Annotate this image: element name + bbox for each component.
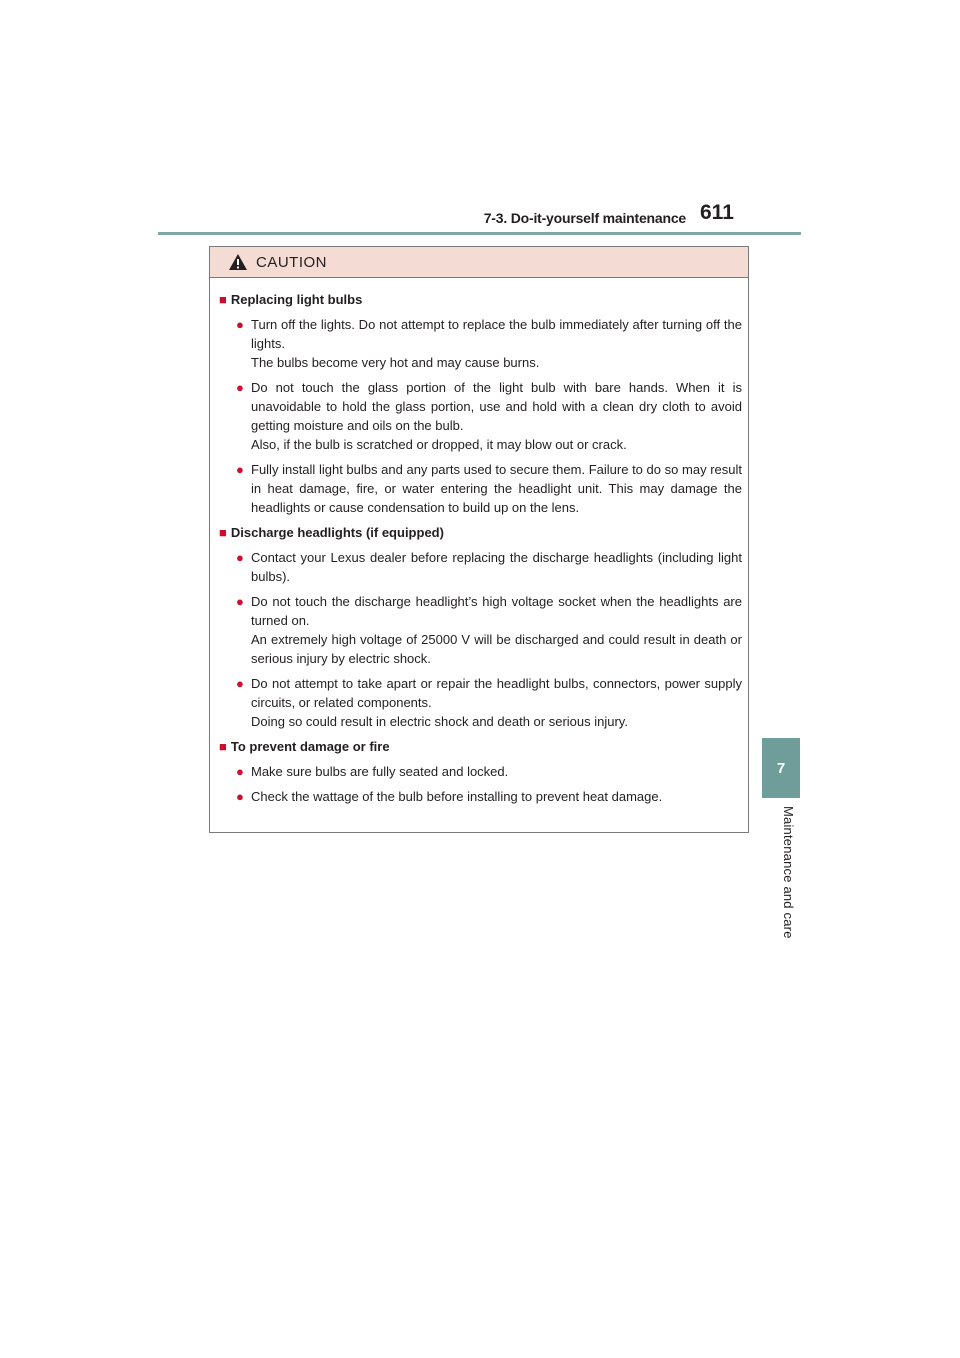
circle-bullet-icon: ● [236, 594, 244, 609]
section-title [219, 737, 742, 756]
list-item-text [251, 378, 742, 454]
chapter-title: Maintenance and care [781, 806, 796, 939]
paragraph: Doing so could result in electric shock and death or serious injury. [251, 714, 628, 729]
section-title [219, 523, 742, 542]
caution-box [209, 246, 749, 833]
page-number: 611 [700, 201, 734, 224]
caution-header [210, 247, 748, 278]
list-item-text [251, 592, 742, 668]
circle-bullet-icon: ● [236, 380, 244, 395]
circle-bullet-icon: ● [236, 789, 244, 804]
list-item-text [251, 315, 742, 372]
paragraph: Do not touch the glass portion of the light bulb with bare hands. When it is unavoidable to hold the glass portion, use and hold with a clean dry cloth to avoid getting moisture and oils on the bulb. [251, 380, 742, 433]
circle-bullet-icon: ● [236, 676, 244, 691]
list-item [236, 592, 742, 668]
paragraph: Also, if the bulb is scratched or dropped, it may blow out or crack. [251, 437, 627, 452]
section-title-text: Discharge headlights (if equipped) [230, 525, 444, 540]
circle-bullet-icon: ● [236, 462, 244, 477]
header-rule [158, 232, 801, 235]
paragraph: Check the wattage of the bulb before installing to prevent heat damage. [251, 789, 663, 804]
list-item [236, 460, 742, 517]
header-section-title: 7-3. Do-it-yourself maintenance [483, 210, 686, 226]
paragraph: Contact your Lexus dealer before replacing the discharge headlights (including light bulbs). [251, 550, 742, 584]
list-item [236, 674, 742, 731]
square-bullet-icon: ■ [219, 292, 227, 307]
paragraph: Do not touch the discharge headlight’s high voltage socket when the headlights are turned on. [251, 594, 742, 628]
section-title [219, 290, 742, 309]
caution-section [219, 290, 742, 517]
list-item-text [251, 787, 662, 806]
list-item-text [251, 762, 508, 781]
list-item [236, 315, 742, 372]
square-bullet-icon: ■ [219, 525, 227, 540]
chapter-tab: 7 [762, 738, 800, 798]
paragraph: Make sure bulbs are fully seated and locked. [251, 764, 509, 779]
warning-triangle-icon [228, 253, 248, 271]
paragraph: The bulbs become very hot and may cause burns. [251, 355, 540, 370]
list-item-text [251, 548, 742, 586]
circle-bullet-icon: ● [236, 317, 244, 332]
list-item [236, 762, 742, 781]
section-title-text: Replacing light bulbs [230, 292, 363, 307]
square-bullet-icon: ■ [219, 739, 227, 754]
paragraph: Do not attempt to take apart or repair the headlight bulbs, connectors, power supply circuits, or related components. [251, 676, 742, 710]
list-item-text [251, 674, 742, 731]
section-title-text: To prevent damage or fire [230, 739, 390, 754]
paragraph: Turn off the lights. Do not attempt to replace the bulb immediately after turning off the lights. [251, 317, 742, 351]
paragraph: Fully install light bulbs and any parts used to secure them. Failure to do so may result in heat damage, fire, or water entering the headlight unit. This may damage the headlights or cause condensation to build up on the lens. [251, 462, 742, 515]
caution-title: CAUTION [256, 253, 327, 271]
circle-bullet-icon: ● [236, 764, 244, 779]
caution-section [219, 737, 742, 806]
caution-section [219, 523, 742, 731]
paragraph: An extremely high voltage of 25000 V will be discharged and could result in death or serious injury by electric shock. [251, 632, 742, 666]
list-item [236, 378, 742, 454]
list-item [236, 548, 742, 586]
list-item [236, 787, 742, 806]
caution-body [210, 278, 748, 806]
circle-bullet-icon: ● [236, 550, 244, 565]
list-item-text [251, 460, 742, 517]
